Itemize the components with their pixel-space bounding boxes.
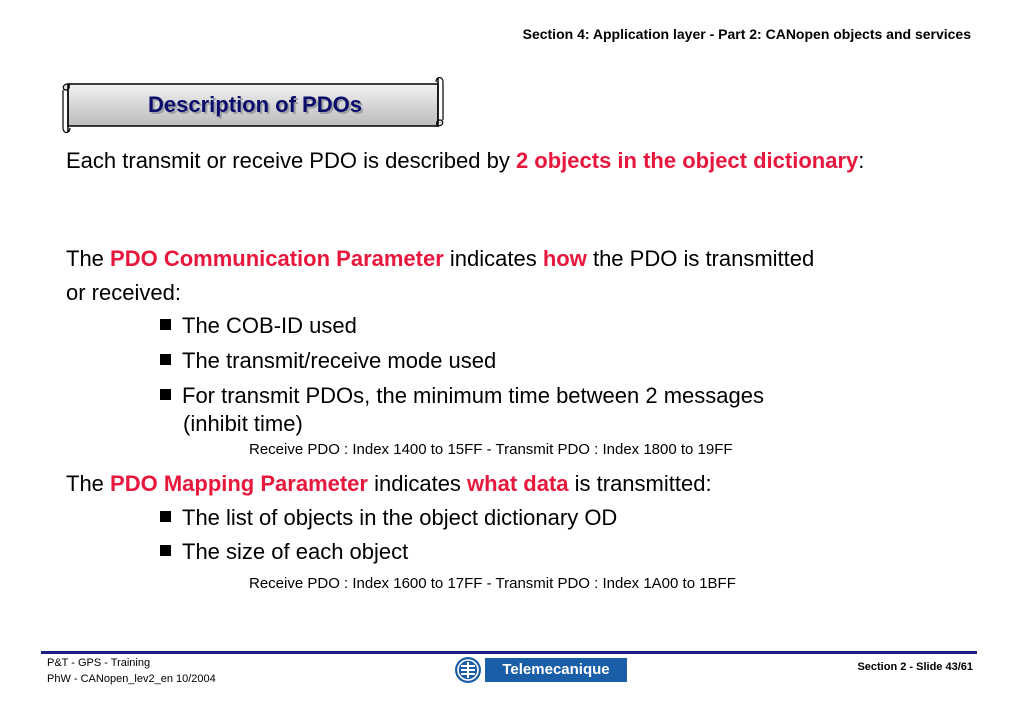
- list-item: The transmit/receive mode used: [160, 346, 496, 376]
- list-item: For transmit PDOs, the minimum time between 2 messages: [160, 381, 764, 411]
- comm-index-note: Receive PDO : Index 1400 to 15FF - Transmit PDO : Index 1800 to 19FF: [249, 441, 733, 458]
- square-bullet-icon: [160, 389, 171, 400]
- section-header: Section 4: Application layer - Part 2: CANopen objects and services: [522, 26, 971, 42]
- slide-number: Section 2 - Slide 43/61: [857, 661, 973, 673]
- list-item: The size of each object: [160, 537, 408, 567]
- list-item: The list of objects in the object dictionary OD: [160, 503, 617, 533]
- footer-doc-id: PhW - CANopen_lev2_en 10/2004: [47, 673, 216, 685]
- footer-training: P&T - GPS - Training: [47, 657, 151, 669]
- square-bullet-icon: [160, 511, 171, 522]
- square-bullet-icon: [160, 354, 171, 365]
- comm-param-line2: or received:: [66, 280, 181, 305]
- intro-paragraph: Each transmit or receive PDO is described by 2 objects in the object dictionary:: [66, 148, 865, 173]
- square-bullet-icon: [160, 545, 171, 556]
- mapping-param-paragraph: The PDO Mapping Parameter indicates what data is transmitted:: [66, 471, 712, 496]
- square-bullet-icon: [160, 319, 171, 330]
- slide-title: Description of PDOs: [148, 92, 362, 117]
- list-item: The COB-ID used: [160, 311, 357, 341]
- list-item-continuation: (inhibit time): [183, 411, 303, 436]
- comm-param-paragraph: The PDO Communication Parameter indicates how the PDO is transmitted: [66, 246, 815, 271]
- mapping-index-note: Receive PDO : Index 1600 to 17FF - Transmit PDO : Index 1A00 to 1BFF: [249, 575, 736, 592]
- logo-wordmark: Telemecanique: [485, 658, 627, 682]
- telemecanique-logo-icon: [455, 657, 481, 683]
- footer-divider: [41, 651, 977, 654]
